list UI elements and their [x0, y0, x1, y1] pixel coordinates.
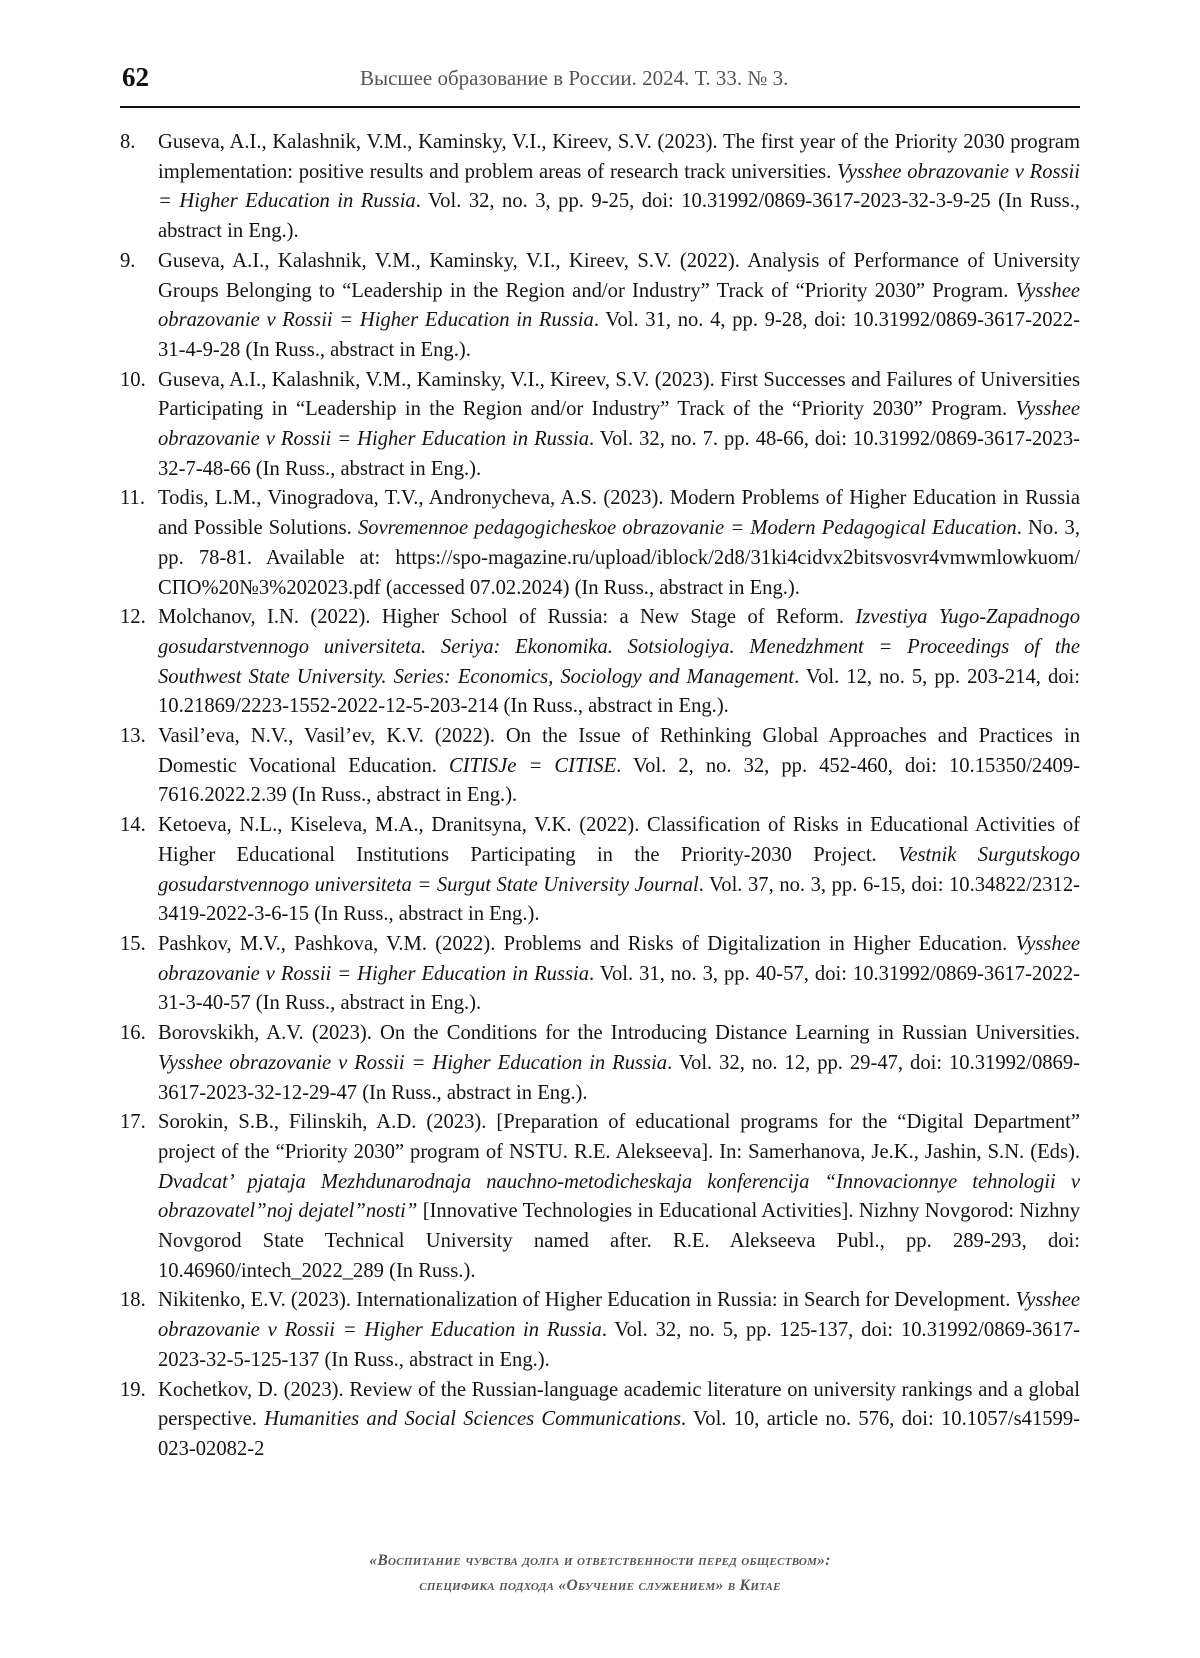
reference-source: Vysshee obrazovanie v Rossii = Higher Education in Russia — [158, 279, 1080, 332]
reference-number: 17. — [120, 1111, 146, 1134]
reference-text: Borovskikh, A.V. (2023). On the Conditions for the Introducing Distance Learning in Russian Universities. — [158, 1022, 1080, 1045]
reference-details: . Vol. 32, no. 3, pp. 9-25, doi: 10.31992/0869-3617-2023-32-3-9-25 (In Russ., abstract in Eng.). — [158, 190, 1080, 243]
reference-item — [120, 1376, 1080, 1465]
reference-number: 9. — [120, 249, 136, 272]
page-number: 62 — [122, 62, 149, 92]
reference-details: . Vol. 32, no. 7. pp. 48-66, doi: 10.31992/0869-3617-2023-32-7-48-66 (In Russ., abstract in Eng.). — [158, 428, 1080, 480]
reference-source: CITISJe = CITISE — [448, 754, 617, 777]
reference-item — [120, 930, 1080, 1019]
running-header — [120, 62, 1080, 108]
reference-item — [120, 1019, 1080, 1108]
reference-text: Ketoeva, N.L., Kiseleva, M.A., Dranitsyna, V.K. (2022). Classification of Risks in Educational Activities of Higher Educational Institutions Participating in the Priority-2030 Project. — [158, 814, 1080, 866]
journal-title: Высшее образование в России. 2024. Т. 33. № 3. — [360, 66, 789, 90]
reference-text: Guseva, A.I., Kalashnik, V.M., Kaminsky, V.I., Kireev, S.V. (2022). Analysis of Performance of University Groups Belonging to “Leadership in the Region and/or Industry” Track of “Priority 2030” Program. — [158, 249, 1080, 302]
reference-source: Vysshee obrazovanie v Rossii = Higher Education in Russia — [158, 398, 1080, 451]
reference-text: Pashkov, M.V., Pashkova, V.M. (2022). Problems and Risks of Digitalization in Higher Education. — [158, 932, 1016, 955]
reference-item — [120, 1108, 1080, 1286]
reference-text: Molchanov, I.N. (2022). Higher School of Russia: a New Stage of Reform. — [158, 606, 856, 629]
reference-item — [120, 811, 1080, 930]
reference-text: Nikitenko, E.V. (2023). Internationalization of Higher Education in Russia: in Search for Development. — [158, 1289, 1016, 1312]
reference-source: Sovremennoe pedagogicheskoe obrazovanie = Modern Pedagogical Education — [357, 517, 1017, 540]
reference-item — [120, 484, 1080, 603]
reference-details: . Vol. 10, article no. 576, doi: 10.1057/s41599-023-02082-2 — [158, 1408, 1080, 1460]
reference-details: . No. 3, pp. 78-81. Available at: https://spo-magazine.ru/upload/iblock/2d8/31ki4cidvx2bitsvosvr4vmwmlowkuom/СПО%20№3%202023.pdf (accessed 07.02.2024) (In Russ., abstract in Eng.). — [158, 517, 1080, 599]
reference-number: 18. — [120, 1289, 146, 1312]
reference-list — [120, 128, 1080, 1465]
reference-number: 19. — [120, 1378, 146, 1401]
footer-line-2: специфика подхода «Обучение служением» в Китае — [419, 1577, 781, 1594]
reference-details: . Vol. 12, no. 5, pp. 203-214, doi: 10.21869/2223-1552-2022-12-5-203-214 (In Russ., abstract in Eng.). — [158, 665, 1081, 718]
reference-item — [120, 603, 1080, 722]
reference-source: Vysshee obrazovanie v Rossii = Higher Education in Russia — [158, 1289, 1080, 1342]
reference-number: 8. — [120, 131, 136, 153]
reference-number: 12. — [120, 606, 146, 629]
reference-source: Dvadcat’ pjataja Mezhdunarodnaja nauchno-metodicheskaja konferencija “Innovacionnye tehnologii v obrazovatel”noj dejatel”nosti” — [158, 1170, 1080, 1223]
reference-text: Guseva, A.I., Kalashnik, V.M., Kaminsky, V.I., Kireev, S.V. (2023). The first year of the Priority 2030 program implementation: positive results and problem areas of research track universities. — [158, 131, 1080, 183]
reference-number: 11. — [120, 487, 145, 510]
reference-item — [120, 366, 1080, 485]
reference-source: Vestnik Surgutskogo gosudarstvennogo universiteta = Surgut State University Journal — [158, 843, 1080, 896]
reference-item — [120, 128, 1080, 247]
reference-details: [Innovative Technologies in Educational Activities]. Nizhny Novgorod: Nizhny Novgorod State Technical University named after. R.E. Alekseeva Publ., pp. 289-293, doi: 10.46960/intech_2022_289 (In Russ.). — [158, 1200, 1080, 1282]
reference-source: Izvestiya Yugo-Zapadnogo gosudarstvennogo universiteta. Seriya: Ekonomika. Sotsiologiya. Menedzhment = Proceedings of the Southwest State University. Series: Economics, Sociology and Management — [158, 606, 1080, 688]
reference-number: 15. — [120, 932, 146, 955]
footer-line-1: «Воспитание чувства долга и ответственности перед обществом»: — [369, 1552, 831, 1569]
reference-source: Vysshee obrazovanie v Rossii = Higher Education in Russia — [158, 932, 1080, 985]
reference-text: Kochetkov, D. (2023). Review of the Russian-language academic literature on university rankings and a global perspective. — [158, 1378, 1080, 1431]
reference-details: . Vol. 32, no. 5, pp. 125-137, doi: 10.31992/0869-3617-2023-32-5-125-137 (In Russ., abstract in Eng.). — [158, 1319, 1080, 1371]
reference-details: . Vol. 31, no. 4, pp. 9-28, doi: 10.31992/0869-3617-2022-31-4-9-28 (In Russ., abstract in Eng.). — [158, 309, 1081, 361]
running-footer — [0, 1548, 1200, 1598]
reference-source: Humanities and Social Sciences Communications — [264, 1408, 682, 1431]
reference-text: Vasil’eva, N.V., Vasil’ev, K.V. (2022). On the Issue of Rethinking Global Approaches and Practices in Domestic Vocational Education. — [158, 725, 1080, 777]
reference-details: . Vol. 32, no. 12, pp. 29-47, doi: 10.31992/0869-3617-2023-32-12-29-47 (In Russ., abstract in Eng.). — [158, 1051, 1080, 1104]
reference-source: Vysshee obrazovanie v Rossii = Higher Education in Russia — [158, 1051, 668, 1074]
reference-text: Sorokin, S.B., Filinskih, A.D. (2023). [Preparation of educational programs for the “Digital Department” project of the “Priority 2030” program of NSTU. R.E. Alekseeva]. In: Samerhanova, Je.K., Jashin, S.N. (Eds). — [158, 1111, 1080, 1163]
reference-item — [120, 1286, 1080, 1375]
reference-text: Todis, L.M., Vinogradova, T.V., Andronycheva, A.S. (2023). Modern Problems of Higher Education in Russia and Possible Solutions. — [158, 487, 1080, 540]
reference-details: . Vol. 31, no. 3, pp. 40-57, doi: 10.31992/0869-3617-2022-31-3-40-57 (In Russ., abstract in Eng.). — [158, 962, 1080, 1015]
reference-number: 14. — [120, 814, 146, 837]
reference-number: 16. — [120, 1022, 146, 1045]
reference-details: . Vol. 37, no. 3, pp. 6-15, doi: 10.34822/2312-3419-2022-3-6-15 (In Russ., abstract in Eng.). — [158, 873, 1080, 926]
reference-item — [120, 247, 1080, 366]
reference-number: 13. — [120, 725, 146, 748]
reference-number: 10. — [120, 368, 146, 391]
reference-item — [120, 722, 1080, 811]
reference-details: . Vol. 2, no. 32, pp. 452-460, doi: 10.15350/2409-7616.2022.2.39 (In Russ., abstract in Eng.). — [158, 754, 1080, 807]
reference-text: Guseva, A.I., Kalashnik, V.M., Kaminsky, V.I., Kireev, S.V. (2023). First Successes and Failures of Universities Participating in “Leadership in the Region and/or Industry” Track of the “Priority 2030” Program. — [158, 368, 1080, 421]
reference-source: Vysshee obrazovanie v Rossii = Higher Education in Russia — [158, 160, 1080, 213]
